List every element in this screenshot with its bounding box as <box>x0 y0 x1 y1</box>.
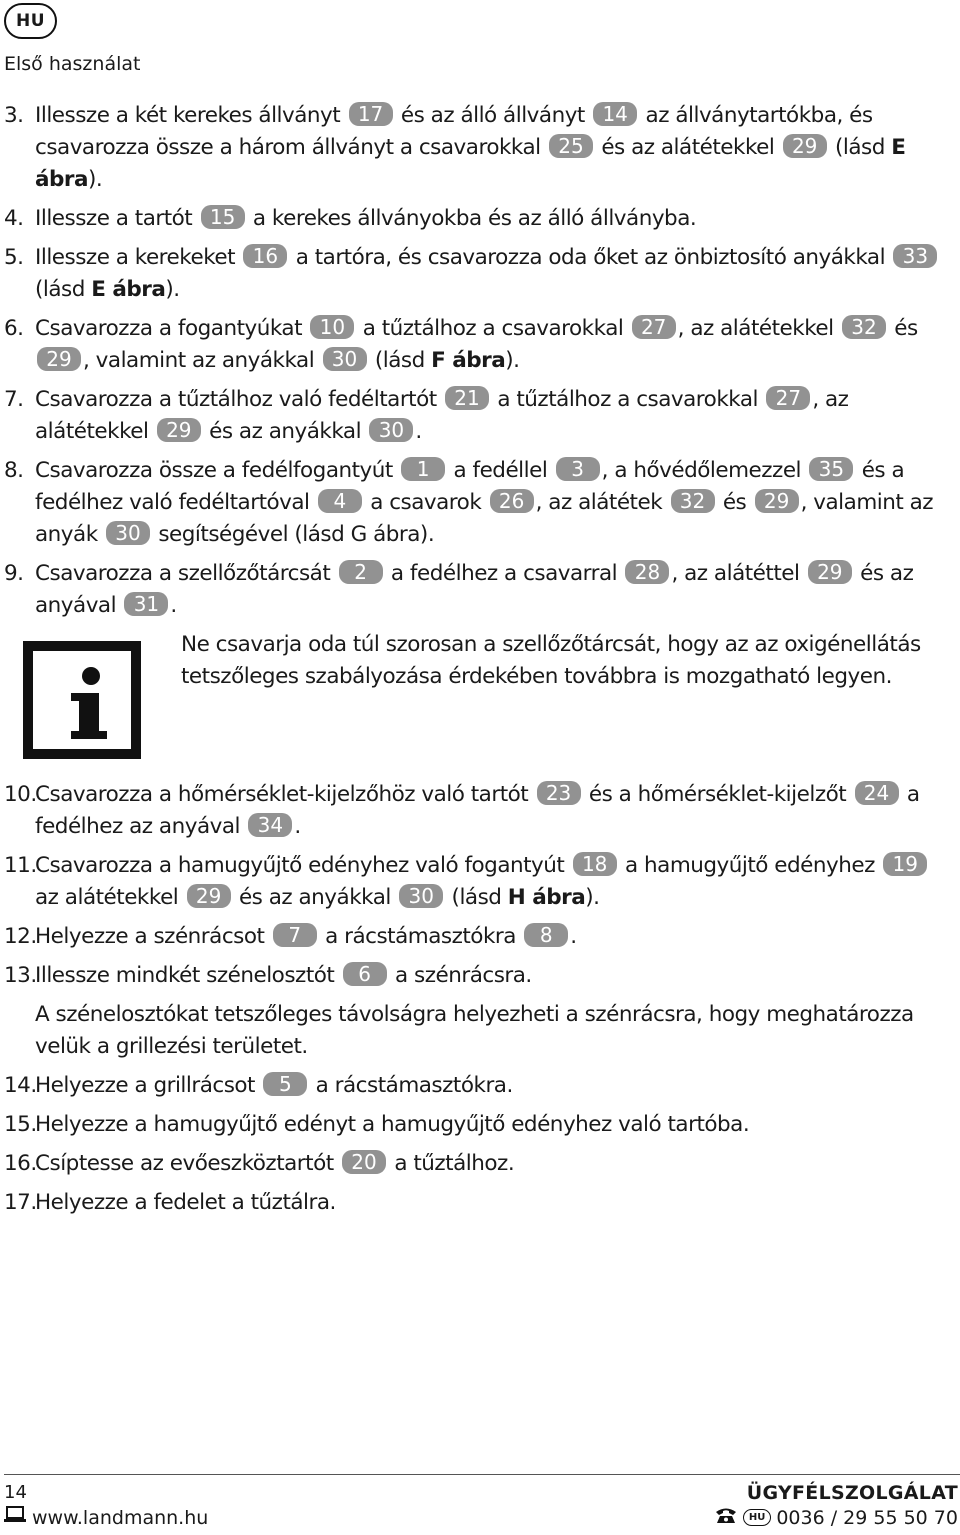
step-text: , a hővédőlemezzel <box>601 458 808 483</box>
step-text: Illessze a kerekeket <box>35 245 242 270</box>
part-badge: 29 <box>808 560 852 584</box>
step-text: a tartóra, és csavarozza oda őket az önbiztosító anyákkal <box>289 245 892 270</box>
step-text: Csavarozza a szellőzőtárcsát <box>35 561 337 586</box>
step-text: . <box>170 593 177 618</box>
step-item <box>0 313 960 377</box>
step-text: és az anyákkal <box>232 885 398 910</box>
step-text: a fedélhez az anyával <box>35 782 920 839</box>
step-text: a szénrácsra. <box>388 963 532 988</box>
phone-lang-badge: HU <box>743 1509 772 1526</box>
part-badge: 28 <box>625 560 669 584</box>
step-number: 14. <box>4 1073 37 1098</box>
step-text: (lásd <box>828 135 892 160</box>
step-text: Helyezze a grillrácsot <box>35 1073 262 1098</box>
step-text: a kerekes állványokba és az álló állványba. <box>246 206 697 231</box>
service-label: ÜGYFÉLSZOLGÁLAT <box>746 1482 958 1504</box>
step-text: és a hőmérséklet-kijelzőt <box>582 782 853 807</box>
step-text: . <box>294 814 301 839</box>
part-badge: 26 <box>490 489 534 513</box>
laptop-icon <box>4 1506 26 1529</box>
part-badge: 14 <box>593 102 637 126</box>
step-item <box>0 1148 960 1180</box>
step-text: a tűztálhoz. <box>388 1151 515 1176</box>
step-text: ). <box>585 885 600 910</box>
part-badge: 15 <box>201 205 245 229</box>
step-item <box>0 960 960 992</box>
part-badge: 32 <box>671 489 715 513</box>
part-badge: 3 <box>556 457 600 481</box>
part-badge: 29 <box>37 347 81 371</box>
page-number: 14 <box>4 1482 27 1503</box>
step-item <box>0 203 960 235</box>
part-badge: 29 <box>187 884 231 908</box>
step-text: , az alátétek <box>535 490 669 515</box>
step-text: a csavarok <box>363 490 488 515</box>
part-badge: 4 <box>318 489 362 513</box>
part-badge: 24 <box>855 781 899 805</box>
part-badge: 7 <box>273 923 317 947</box>
step-text: (lásd <box>368 348 432 373</box>
step-text: Illessze mindkét szénelosztót <box>35 963 341 988</box>
step-number: 4. <box>4 206 24 231</box>
part-badge: 29 <box>755 489 799 513</box>
step-item <box>0 558 960 622</box>
part-badge: 19 <box>883 852 927 876</box>
step-item <box>0 1187 960 1219</box>
step-text: Csavarozza a hőmérséklet-kijelzőhöz való tartót <box>35 782 535 807</box>
step-number: 7. <box>4 387 24 412</box>
step-text: és az anyákkal <box>202 419 368 444</box>
step-text: , az alátéttel <box>671 561 806 586</box>
step-text: Illessze a két kerekes állványt <box>35 103 347 128</box>
figure-reference: E ábra <box>91 277 166 302</box>
step-text: (lásd <box>445 885 508 910</box>
part-badge: 32 <box>842 315 886 339</box>
website <box>4 1506 208 1529</box>
info-icon <box>23 641 141 759</box>
part-badge: 30 <box>369 418 413 442</box>
step-text: segítségével (lásd G ábra). <box>152 522 435 547</box>
part-badge: 27 <box>766 386 810 410</box>
phone-icon <box>714 1506 738 1529</box>
steps-list <box>0 100 960 1226</box>
part-badge: 29 <box>157 418 201 442</box>
step-text: ). <box>88 167 103 192</box>
part-badge: 30 <box>106 521 150 545</box>
figure-reference: E ábra <box>35 135 906 192</box>
website-url[interactable]: www.landmann.hu <box>32 1506 209 1529</box>
step-number: 6. <box>4 316 24 341</box>
step-item <box>0 242 960 306</box>
part-badge: 34 <box>248 813 292 837</box>
step-text: Csíptesse az evőeszköztartót <box>35 1151 340 1176</box>
language-badge: HU <box>4 3 57 39</box>
step-text: a rácstámasztókra. <box>309 1073 513 1098</box>
step-text: Helyezze a fedelet a tűztálra. <box>35 1190 336 1215</box>
section-title: Első használat <box>4 53 141 75</box>
step-text: (lásd <box>35 277 92 302</box>
part-badge: 30 <box>399 884 443 908</box>
part-badge: 18 <box>573 852 617 876</box>
part-badge: 17 <box>349 102 393 126</box>
step-text: és az alátétekkel <box>594 135 781 160</box>
step-item <box>0 850 960 914</box>
step-text: Helyezze a hamugyűjtő edényt a hamugyűjtő edényhez való tartóba. <box>35 1112 750 1137</box>
step-text: és az anyával <box>35 561 914 618</box>
phone-contact <box>714 1506 958 1529</box>
steps-group-1 <box>0 100 960 622</box>
part-badge: 2 <box>339 560 383 584</box>
steps-group-3 <box>0 1070 960 1219</box>
step-text: a tűztálhoz a csavarokkal <box>491 387 765 412</box>
step-number: 8. <box>4 458 24 483</box>
part-badge: 27 <box>632 315 676 339</box>
step-item <box>0 100 960 196</box>
part-badge: 30 <box>323 347 367 371</box>
step-text: és a fedélhez való fedéltartóval <box>35 458 905 515</box>
step-item <box>0 779 960 843</box>
part-badge: 16 <box>243 244 287 268</box>
step-text: , valamint az anyák <box>35 490 934 547</box>
step-text: ). <box>505 348 520 373</box>
step-item <box>0 1070 960 1102</box>
footer-divider <box>4 1474 960 1475</box>
step-text: az alátétekkel <box>35 885 185 910</box>
step-number: 13. <box>4 963 37 988</box>
steps-group-2 <box>0 779 960 992</box>
step-number: 15. <box>4 1112 37 1137</box>
part-badge: 8 <box>524 923 568 947</box>
step-item <box>0 455 960 551</box>
part-badge: 21 <box>445 386 489 410</box>
step-number: 9. <box>4 561 24 586</box>
step-number: 3. <box>4 103 24 128</box>
phone-number: 0036 / 29 55 50 70 <box>776 1506 958 1529</box>
step-text: és <box>716 490 753 515</box>
part-badge: 20 <box>342 1150 386 1174</box>
step-text: , az alátétekkel <box>35 387 849 444</box>
step-text: az állványtartókba, és csavarozza össze a három állványt a csavarokkal <box>35 103 873 160</box>
step-number: 16. <box>4 1151 37 1176</box>
step-item <box>0 1109 960 1141</box>
sub-paragraph: A szénelosztókat tetszőleges távolságra helyezheti a szénrácsra, hogy meghatározza velük a grillezési területet. <box>35 1002 914 1059</box>
part-badge: 31 <box>124 592 168 616</box>
info-note <box>0 629 960 769</box>
step-item <box>0 921 960 953</box>
step-text: . <box>570 924 577 949</box>
part-badge: 33 <box>893 244 937 268</box>
step-number: 12. <box>4 924 37 949</box>
step-text: Helyezze a szénrácsot <box>35 924 271 949</box>
step-text: és <box>887 316 918 341</box>
step-number: 10. <box>4 782 37 807</box>
step-number: 11. <box>4 853 37 878</box>
part-badge: 10 <box>310 315 354 339</box>
step-text: a fedéllel <box>447 458 554 483</box>
step-text: Csavarozza a hamugyűjtő edényhez való fogantyút <box>35 853 571 878</box>
part-badge: 29 <box>783 134 827 158</box>
part-badge: 6 <box>343 962 387 986</box>
part-badge: 1 <box>401 457 445 481</box>
step-number: 5. <box>4 245 24 270</box>
step-text: és az álló állványt <box>394 103 592 128</box>
step-number: 17. <box>4 1190 37 1215</box>
part-badge: 23 <box>537 781 581 805</box>
step-text: a rácstámasztókra <box>318 924 523 949</box>
part-badge: 35 <box>809 457 853 481</box>
step-text: Csavarozza a tűztálhoz való fedéltartót <box>35 387 444 412</box>
part-badge: 25 <box>549 134 593 158</box>
note-text: Ne csavarja oda túl szorosan a szellőzőtárcsát, hogy az az oxigénellátás tetszőleges szabályozása érdekében továbbra is mozgatható legyen. <box>181 632 921 689</box>
step-text: Csavarozza a fogantyúkat <box>35 316 309 341</box>
step-text: Illessze a tartót <box>35 206 199 231</box>
step-text: , valamint az anyákkal <box>83 348 321 373</box>
step-text: , az alátétekkel <box>677 316 840 341</box>
step-text: . <box>415 419 422 444</box>
step-text: ). <box>165 277 180 302</box>
step-text: a hamugyűjtő edényhez <box>618 853 882 878</box>
step-text: a fedélhez a csavarral <box>384 561 624 586</box>
step-item <box>0 384 960 448</box>
part-badge: 5 <box>263 1072 307 1096</box>
figure-reference: H ábra <box>507 885 586 910</box>
step-text: a tűztálhoz a csavarokkal <box>356 316 630 341</box>
figure-reference: F ábra <box>431 348 506 373</box>
step-text: Csavarozza össze a fedélfogantyút <box>35 458 400 483</box>
